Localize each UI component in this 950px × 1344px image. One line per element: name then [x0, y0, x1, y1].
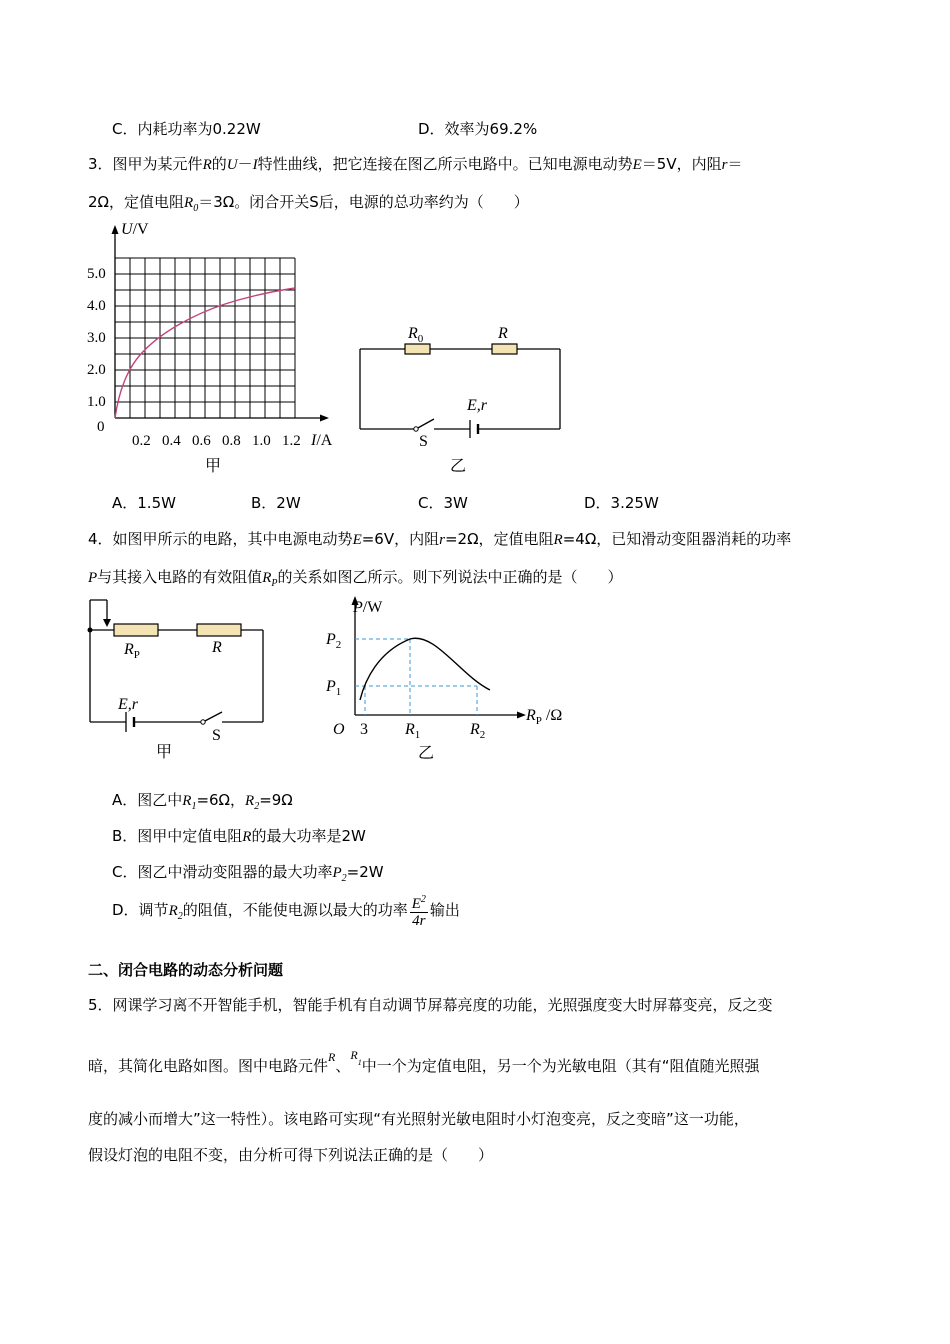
y-tick-5: 5.0: [87, 266, 106, 282]
label-switch: S: [419, 433, 428, 450]
p-rp-curve: [360, 638, 490, 700]
switch-blade: [203, 712, 222, 722]
x-axis-label: I/A: [311, 432, 333, 449]
graph-caption: 乙: [418, 745, 435, 762]
x-tick-04: 0.4: [162, 433, 181, 449]
label-p2: $P_2$: [326, 631, 342, 651]
x-tick-06: 0.6: [192, 433, 211, 449]
label-r: R: [498, 325, 508, 342]
y-axis-label: U/V: [121, 221, 149, 238]
q3-stem-line1: 3．图甲为某元件R的U－I特性曲线，把它连接在图乙所示电路中。已知电源电动势E＝5V，内阻r＝: [88, 155, 743, 173]
label-origin: O: [333, 721, 345, 738]
q3-circuit: [350, 318, 570, 478]
junction-dot: [88, 628, 93, 633]
y-tick-1: 1.0: [87, 394, 106, 410]
switch-blade: [416, 419, 434, 429]
label-er: E,r: [118, 696, 138, 713]
label-switch: S: [212, 727, 221, 744]
fraction-e2-over-4r: $\frac{E^2}{4r}$: [411, 894, 426, 929]
circuit-caption: 甲: [156, 744, 173, 761]
x-tick-02: 0.2: [132, 433, 151, 449]
q4-stem-line1: 4．如图甲所示的电路，其中电源电动势E=6V，内阻r=2Ω，定值电阻R=4Ω，已知滑动变阻器消耗的功率: [88, 530, 792, 548]
q3-stem-line2: 2Ω，定值电阻$R_0=3\Omega$。闭合开关S后，电源的总功率约为（ ）: [88, 193, 529, 214]
rheostat-rp: [114, 624, 158, 636]
q3-option-b: B．2W: [251, 494, 301, 512]
label-r1: $R_1$: [405, 721, 421, 741]
y-tick-4: 4.0: [87, 298, 106, 314]
switch-pivot: [414, 427, 418, 431]
q5-line4: 假设灯泡的电阻不变，由分析可得下列说法正确的是（ ）: [88, 1146, 494, 1164]
q2-option-d: D．效率为69.2%: [418, 120, 538, 138]
switch-pivot: [201, 720, 205, 724]
q4-p-rp-graph: [320, 590, 580, 770]
q3-option-a: A．1.5W: [112, 494, 176, 512]
q2-option-c: C．内耗功率为0.22W: [112, 120, 261, 138]
label-rp: $R_P$: [124, 641, 140, 661]
q4-option-c: C．图乙中滑动变阻器的最大功率$P_2=2W$: [112, 863, 384, 884]
label-er: E,r: [467, 397, 487, 414]
q4-option-b: B．图甲中定值电阻R的最大功率是2W: [112, 827, 366, 845]
resistor-r: [197, 624, 241, 636]
x-axis-label: $R_P$ /Ω: [526, 707, 563, 727]
slider-arrow: [103, 619, 111, 627]
label-r2: $R_2$: [470, 721, 486, 741]
section-title: 二、闭合电路的动态分析问题: [88, 961, 284, 979]
x-tick-08: 0.8: [222, 433, 241, 449]
y-tick-3: 3.0: [87, 330, 106, 346]
q3-ui-graph: [85, 220, 355, 480]
q4-option-a: A．图乙中$R_1=6\Omega$，$R_2=9\Omega$: [112, 791, 293, 812]
circuit-caption: 乙: [450, 458, 467, 475]
q3-option-c: C．3W: [418, 494, 468, 512]
x-tick-10: 1.0: [252, 433, 271, 449]
x-axis-arrow: [517, 712, 526, 719]
q4-stem-line2: P与其接入电路的有效阻值$R_P$的关系如图乙所示。则下列说法中正确的是（ ）: [88, 568, 623, 589]
label-r0: $R_0$: [408, 325, 424, 345]
y-axis-arrow: [112, 225, 119, 234]
y-tick-2: 2.0: [87, 362, 106, 378]
y-tick-0: 0: [97, 419, 105, 435]
q5-line1: 5．网课学习离不开智能手机，智能手机有自动调节屏幕亮度的功能，光照强度变大时屏幕变亮，反之变: [88, 996, 773, 1014]
y-axis-label: P/W: [353, 599, 383, 616]
x-axis-arrow: [320, 415, 329, 422]
q3-option-d: D．3.25W: [584, 494, 659, 512]
q4-circuit: [80, 590, 280, 770]
q5-line3: 度的减小而增大”这一特性）。该电路可实现“有光照射光敏电阻时小灯泡变亮，反之变暗”这一功能，: [88, 1110, 749, 1128]
q4-option-d: D．调节$R_2$的阻值，不能使电源以最大的功率 $\frac{E^2}{4r}$ 输出: [112, 894, 460, 929]
q5-line2: 暗，其简化电路如图。图中电路元件$^R$、$^R_1$中一个为定值电阻，另一个为光敏电阻（其有“阻值随光照强: [88, 1048, 760, 1075]
label-r: R: [212, 639, 222, 656]
resistor-r0: [405, 344, 430, 354]
guide-lines: [355, 639, 477, 715]
label-p1: $P_1$: [326, 678, 342, 698]
resistor-r: [492, 344, 517, 354]
x-tick-12: 1.2: [282, 433, 301, 449]
graph-caption: 甲: [205, 458, 222, 475]
label-tick-3: 3: [360, 721, 368, 738]
